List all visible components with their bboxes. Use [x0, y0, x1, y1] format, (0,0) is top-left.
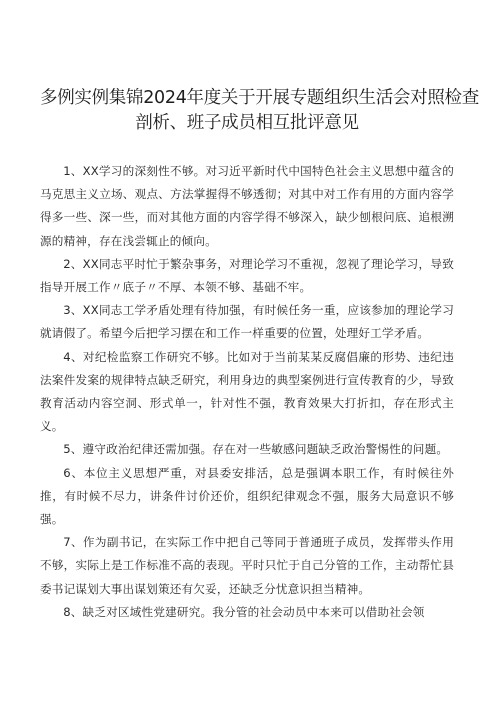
document-body: [40, 160, 454, 624]
paragraph-2: 2、XX同志平时忙于繁杂事务，对理论学习不重视，忽视了理论学习，导致指导开展工作〃底子〃不厚、本领不够、基础不牢。: [40, 256, 454, 295]
paragraph-3: 3、XX同志工学矛盾处理有待加强，有时候任务一重，应该参加的理论学习就请假了。希望今后把学习摆在和工作一样重要的位置，处理好工学矛盾。: [40, 303, 454, 341]
title-line-2: 剖析、班子成员相互批评意见: [135, 113, 359, 133]
paragraph-7: 7、作为副书记，在实际工作中把自己等同于普通班子成员，发挥带头作用不够，实际上是工作标准不高的表现。平时只忙于自己分管的工作，主动帮忙县委书记谋划大事出谋划策还有欠妥，还缺乏分忧意识担当精神。: [40, 535, 454, 596]
paragraph-1: 1、XX学习的深刻性不够。对习近平新时代中国特色社会主义思想中蕴含的马克思主义立场、观点、方法掌握得不够透彻；对其中对工作有用的方面内容学得多一些、深一些，而对其他方面的内容学得不够深入，缺少刨根问底、追根溯源的精神，存在浅尝辄止的倾向。: [40, 164, 454, 248]
paragraph-8: 8、缺乏对区域性党建研究。我分管的社会动员中本来可以借助社会领: [63, 604, 425, 619]
paragraph-6: 6、本位主义思想严重，对县委安排活，总是强调本职工作，有时候往外推，有时候不尽力，讲条件讨价还价，组织纪律观念不强，服务大局意识不够强。: [40, 465, 454, 527]
document-title: [40, 86, 479, 136]
title-line-1: 多例实例集锦2024年度关于开展专题组织生活会对照检查: [40, 88, 479, 108]
paragraph-4: 4、对纪检监察工作研究不够。比如对于当前某某反腐倡廉的形势、违纪违法案件发案的规律特点缺乏研究，利用身边的典型案例进行宣传教育的少，导致教育活动内容空洞、形式单一，针对性不强，教育效果大打折扣，存在形式主义。: [40, 349, 454, 434]
paragraph-5: 5、遵守政治纪律还需加强。存在对一些敏感问题缺乏政治警惕性的问题。: [63, 442, 449, 457]
